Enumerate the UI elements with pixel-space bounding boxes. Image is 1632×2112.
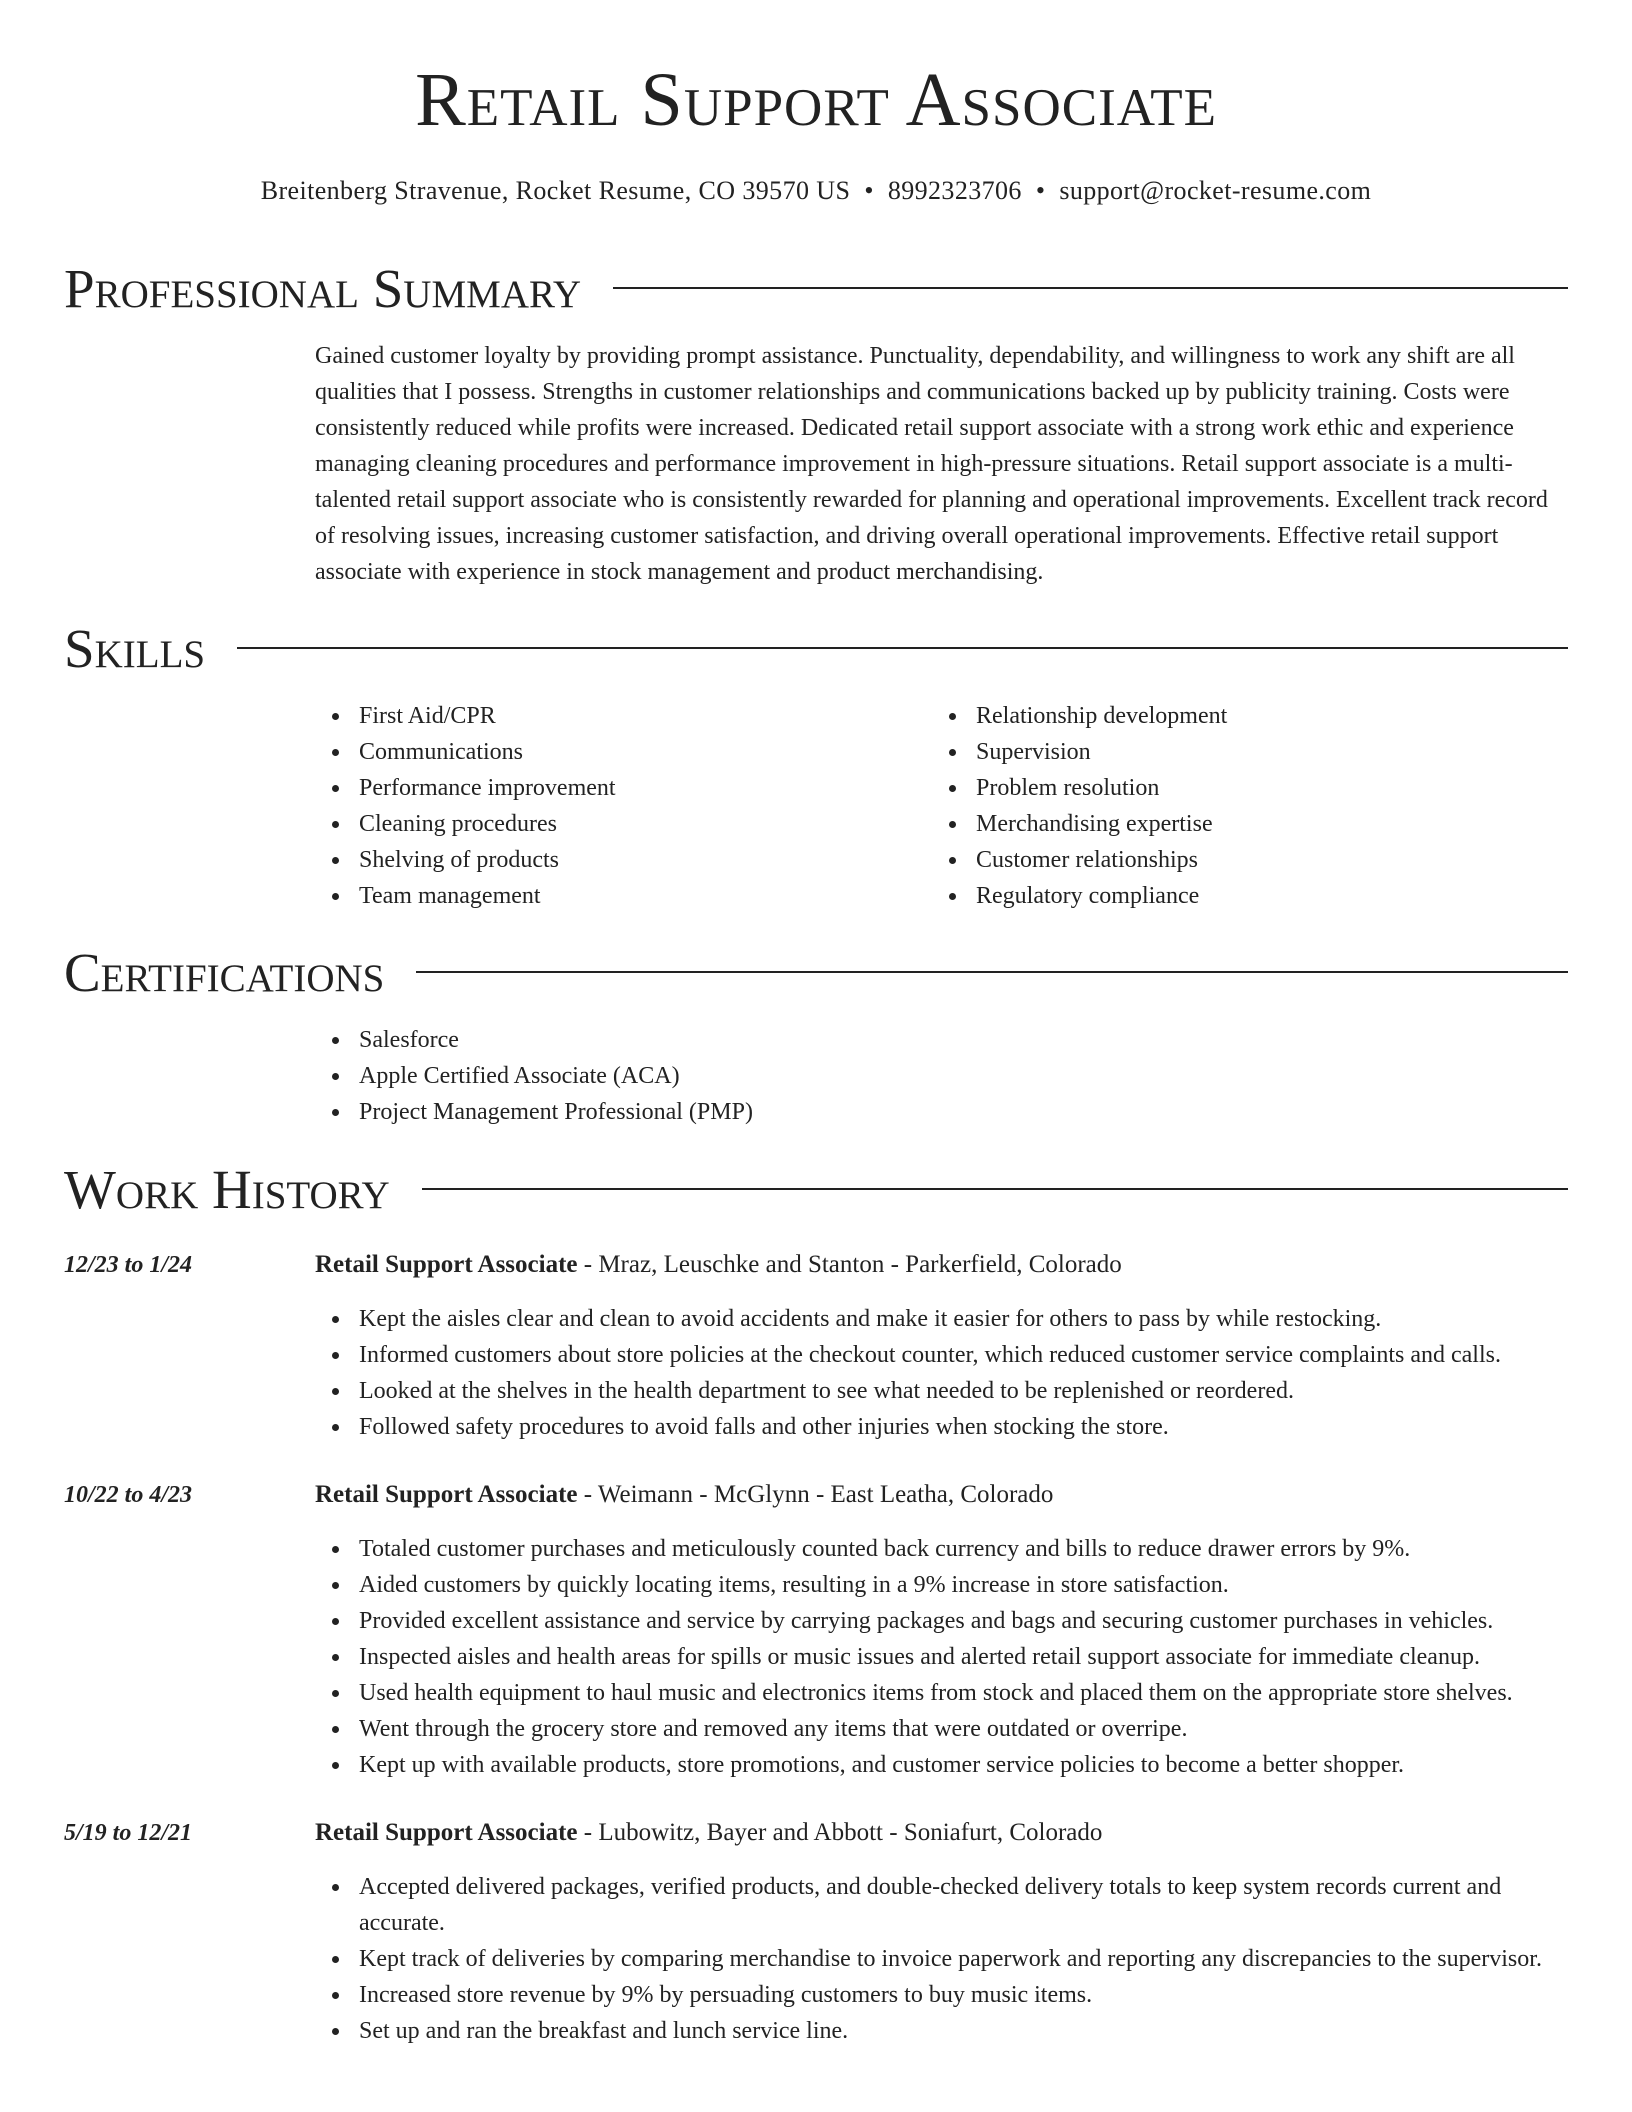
job-bullet: Followed safety procedures to avoid falls and other injuries when stocking the store. (315, 1409, 1568, 1445)
job-title: Retail Support Associate (315, 1819, 578, 1846)
section-divider (422, 1188, 1568, 1190)
job-heading (315, 1815, 1568, 1851)
job-employer: - Weimann - McGlynn - East Leatha, Colorado (577, 1481, 1054, 1508)
skill-item: Merchandising expertise (932, 806, 1549, 842)
job-heading (315, 1477, 1568, 1513)
skill-item: Shelving of products (315, 842, 932, 878)
skills-list-right (932, 698, 1549, 914)
contact-email: support@rocket-resume.com (1059, 176, 1372, 205)
section-header (64, 616, 1568, 680)
job-bullet: Accepted delivered packages, verified products, and double-checked delivery totals to keep system records current and accurate. (315, 1869, 1568, 1941)
section-header (64, 1157, 1568, 1221)
job-bullet: Aided customers by quickly locating items, resulting in a 9% increase in store satisfaction. (315, 1567, 1568, 1603)
candidate-name: Retail Support Associate (415, 58, 1217, 142)
certification-item: Salesforce (315, 1022, 1568, 1058)
skill-item: Problem resolution (932, 770, 1549, 806)
summary-text: Gained customer loyalty by providing prompt assistance. Punctuality, dependability, and willingness to work any shift are all qualities that I possess. Strengths in customer relationships and communications backed up by publicity training. Costs were consistently reduced while profits were increased. Dedicated retail support associate with a strong work ethic and experience managing cleaning procedures and performance improvement in high-pressure situations. Retail support associate is a multi-talented retail support associate who is consistently rewarded for planning and operational improvements. Excellent track record of resolving issues, increasing customer satisfaction, and driving overall operational improvements. Effective retail support associate with experience in stock management and product merchandising. (315, 343, 1548, 585)
section-header (64, 256, 1568, 320)
summary-section (64, 256, 1568, 590)
job-bullet: Looked at the shelves in the health department to see what needed to be replenished or reordered. (315, 1373, 1568, 1409)
skill-item: First Aid/CPR (315, 698, 932, 734)
job-entry (64, 1815, 1568, 2049)
job-bullet: Kept track of deliveries by comparing merchandise to invoice paperwork and reporting any discrepancies to the supervisor. (315, 1941, 1568, 1977)
skill-item: Communications (315, 734, 932, 770)
skill-item: Regulatory compliance (932, 878, 1549, 914)
skill-item: Customer relationships (932, 842, 1549, 878)
job-employer: - Mraz, Leuschke and Stanton - Parkerfield, Colorado (577, 1251, 1122, 1278)
skills-list-left (315, 698, 932, 914)
certification-item: Project Management Professional (PMP) (315, 1094, 1568, 1130)
contact-separator: • (864, 176, 874, 205)
job-bullets (315, 1531, 1568, 1783)
job-dates: 10/22 to 4/23 (64, 1482, 193, 1508)
job-dates: 12/23 to 1/24 (64, 1252, 193, 1278)
job-employer: - Lubowitz, Bayer and Abbott - Soniafurt, Colorado (577, 1819, 1103, 1846)
contact-address: Breitenberg Stravenue, Rocket Resume, CO 39570 US (260, 176, 851, 205)
section-title: Certifications (64, 941, 385, 1003)
job-dates: 5/19 to 12/21 (64, 1820, 193, 1846)
skill-item: Relationship development (932, 698, 1549, 734)
section-title: Work History (64, 1158, 390, 1220)
certifications-section (64, 940, 1568, 1130)
skill-item: Supervision (932, 734, 1549, 770)
job-bullet: Totaled customer purchases and meticulously counted back currency and bills to reduce drawer errors by 9%. (315, 1531, 1568, 1567)
job-bullet: Set up and ran the breakfast and lunch service line. (315, 2013, 1568, 2049)
section-divider (416, 971, 1568, 973)
skills-section (64, 616, 1568, 914)
certifications-list (315, 1022, 1568, 1130)
section-divider (237, 647, 1568, 649)
job-bullet: Kept the aisles clear and clean to avoid accidents and make it easier for others to pass by while restocking. (315, 1301, 1568, 1337)
job-bullet: Kept up with available products, store promotions, and customer service policies to become a better shopper. (315, 1747, 1568, 1783)
job-entry (64, 1477, 1568, 1783)
job-bullet: Provided excellent assistance and service by carrying packages and bags and securing customer purchases in vehicles. (315, 1603, 1568, 1639)
summary-content (315, 338, 1568, 590)
skill-item: Team management (315, 878, 932, 914)
work-history-section (64, 1157, 1568, 1221)
job-title: Retail Support Associate (315, 1251, 578, 1278)
section-divider (613, 287, 1568, 289)
section-title: Skills (64, 617, 206, 679)
job-bullet: Increased store revenue by 9% by persuading customers to buy music items. (315, 1977, 1568, 2013)
job-bullet: Inspected aisles and health areas for spills or music issues and alerted retail support associate for immediate cleanup. (315, 1639, 1568, 1675)
section-title: Professional Summary (64, 257, 582, 319)
skill-item: Cleaning procedures (315, 806, 932, 842)
contact-phone: 8992323706 (887, 176, 1022, 205)
skill-item: Performance improvement (315, 770, 932, 806)
certification-item: Apple Certified Associate (ACA) (315, 1058, 1568, 1094)
job-bullet: Informed customers about store policies at the checkout counter, which reduced customer service complaints and calls. (315, 1337, 1568, 1373)
job-bullets (315, 1301, 1568, 1445)
contact-line (0, 176, 1632, 206)
section-header (64, 940, 1568, 1004)
skills-content (315, 698, 1568, 914)
skills-columns (315, 698, 1568, 914)
job-heading (315, 1247, 1568, 1283)
job-title: Retail Support Associate (315, 1481, 578, 1508)
job-bullet: Used health equipment to haul music and electronics items from stock and placed them on the appropriate store shelves. (315, 1675, 1568, 1711)
job-bullets (315, 1869, 1568, 2049)
job-bullet: Went through the grocery store and removed any items that were outdated or overripe. (315, 1711, 1568, 1747)
contact-separator: • (1035, 176, 1046, 205)
job-entry (64, 1247, 1568, 1445)
certifications-content (315, 1022, 1568, 1130)
